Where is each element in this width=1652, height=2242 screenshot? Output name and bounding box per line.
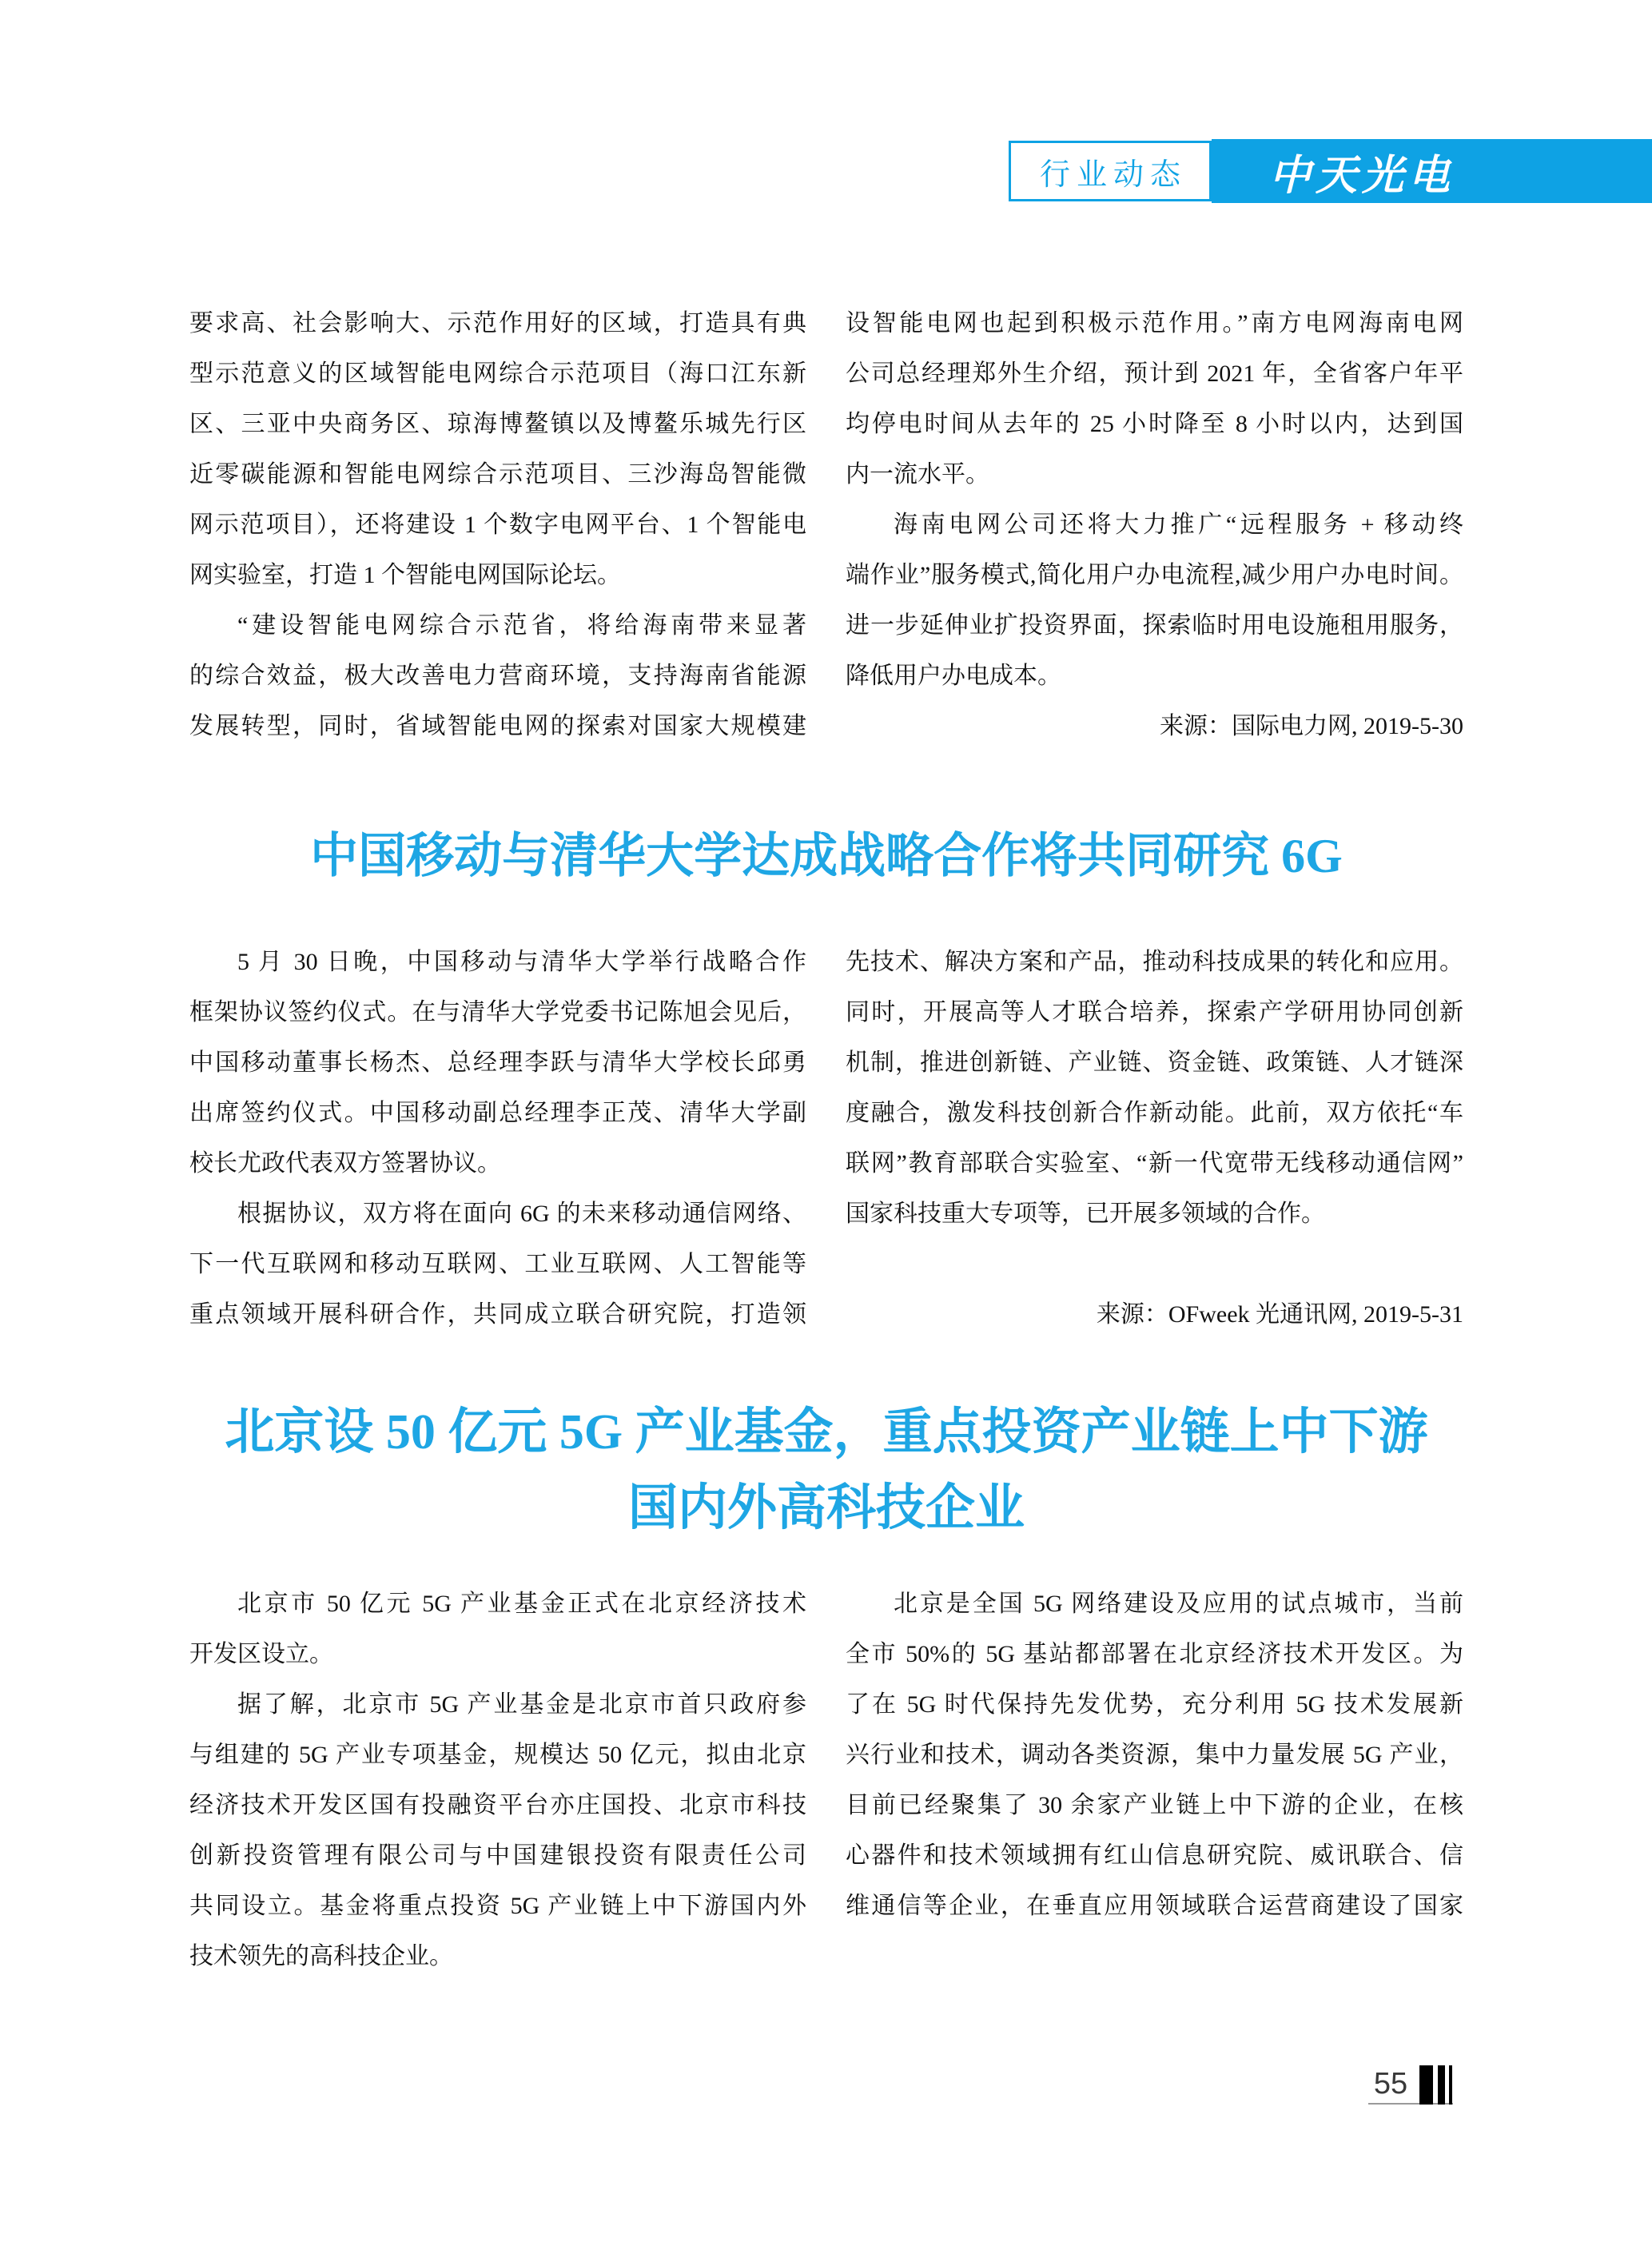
text-line: 创新投资管理有限公司与中国建银投资有限责任公司 bbox=[189, 1842, 806, 1869]
headline-line: 中国移动与清华大学达成战略合作将共同研究 6G bbox=[310, 830, 1343, 882]
text-line: 了在 5G 时代保持先发优势，充分利用 5G 技术发展新 bbox=[846, 1691, 1463, 1718]
text-line: 内一流水平。 bbox=[846, 461, 989, 488]
text-line: 框架协议签约仪式。在与清华大学党委书记陈旭会见后， bbox=[189, 999, 806, 1025]
text-line: 兴行业和技术，调动各类资源，集中力量发展 5G 产业， bbox=[846, 1742, 1463, 1768]
text-line: 公司总经理郑外生介绍，预计到 2021 年，全省客户年平 bbox=[846, 360, 1463, 387]
footer-bars-decoration bbox=[1419, 2065, 1452, 2105]
text-line: 发展转型，同时，省域智能电网的探索对国家大规模建 bbox=[189, 713, 806, 739]
section-label: 行业动态 bbox=[1039, 157, 1187, 192]
article3-left-column bbox=[189, 1579, 806, 1981]
text-line: 区、三亚中央商务区、琼海博鳌镇以及博鳌乐城先行区 bbox=[189, 411, 806, 437]
headline-line: 国内外高科技企业 bbox=[627, 1481, 1025, 1535]
text-line: 要求高、社会影响大、示范作用好的区域，打造具有典 bbox=[189, 310, 806, 336]
text-line: 度融合，激发科技创新合作新动能。此前，双方依托“车 bbox=[846, 1100, 1463, 1126]
text-line: 海南电网公司还将大力推广“远程服务 + 移动终 bbox=[894, 512, 1463, 538]
text-line: 北京市 50 亿元 5G 产业基金正式在北京经济技术 bbox=[237, 1591, 806, 1617]
headline-cmcc-tsinghua-6g bbox=[189, 825, 1463, 887]
text-line: 中国移动董事长杨杰、总经理李跃与清华大学校长邱勇 bbox=[189, 1049, 806, 1076]
text-line: 技术领先的高科技企业。 bbox=[189, 1943, 453, 1969]
source-line: 来源：OFweek 光通讯网, 2019-5-31 bbox=[1096, 1301, 1463, 1328]
text-line: 共同设立。基金将重点投资 5G 产业链上中下游国内外 bbox=[189, 1893, 806, 1919]
text-line: 联网”教育部联合实验室、“新一代宽带无线移动通信网” bbox=[846, 1150, 1463, 1177]
text-line: 近零碳能源和智能电网综合示范项目、三沙海岛智能微 bbox=[189, 461, 806, 488]
text-line: 网实验室，打造 1 个智能电网国际论坛。 bbox=[189, 562, 621, 588]
section-badge bbox=[1009, 141, 1212, 201]
text-line: 的综合效益，极大改善电力营商环境，支持海南省能源 bbox=[189, 663, 806, 689]
text-line: 与组建的 5G 产业专项基金，规模达 50 亿元，拟由北京 bbox=[189, 1742, 806, 1768]
text-line: 设智能电网也起到积极示范作用。”南方电网海南电网 bbox=[846, 310, 1463, 336]
text-line: 机制，推进创新链、产业链、资金链、政策链、人才链深 bbox=[846, 1049, 1463, 1076]
text-line: 国家科技重大专项等，已开展多领域的合作。 bbox=[846, 1201, 1325, 1227]
text-line: 经济技术开发区国有投融资平台亦庄国投、北京市科技 bbox=[189, 1792, 806, 1818]
text-line: 5 月 30 日晚，中国移动与清华大学举行战略合作 bbox=[237, 949, 806, 975]
text-line: 据了解，北京市 5G 产业基金是北京市首只政府参 bbox=[237, 1691, 806, 1718]
headline-beijing-5g-fund bbox=[189, 1395, 1463, 1547]
article1-right-column bbox=[846, 298, 1463, 751]
text-line: 重点领域开展科研合作，共同成立联合研究院，打造领 bbox=[189, 1301, 806, 1328]
text-line: 网示范项目），还将建设 1 个数字电网平台、1 个智能电 bbox=[189, 512, 806, 538]
text-line: 出席签约仪式。中国移动副总经理李正茂、清华大学副 bbox=[189, 1100, 806, 1126]
source-line: 来源：国际电力网, 2019-5-30 bbox=[1160, 713, 1463, 739]
text-line: 全市 50%的 5G 基站都部署在北京经济技术开发区。为 bbox=[846, 1641, 1463, 1667]
page-number: 55 bbox=[1373, 2067, 1408, 2101]
text-line: 北京是全国 5G 网络建设及应用的试点城市，当前 bbox=[894, 1591, 1463, 1617]
footer-bar bbox=[1449, 2065, 1452, 2105]
text-line: “建设智能电网综合示范省，将给海南带来显著 bbox=[237, 612, 806, 639]
text-line: 先技术、解决方案和产品，推动科技成果的转化和应用。 bbox=[846, 949, 1463, 975]
text-line: 下一代互联网和移动互联网、工业互联网、人工智能等 bbox=[189, 1251, 806, 1277]
brand-band bbox=[1212, 139, 1652, 203]
headline-line: 北京设 50 亿元 5G 产业基金，重点投资产业链上中下游 bbox=[225, 1405, 1428, 1459]
text-line: 校长尤政代表双方签署协议。 bbox=[189, 1150, 501, 1177]
text-line: 型示范意义的区域智能电网综合示范项目（海口江东新 bbox=[189, 360, 806, 387]
article2-right-column bbox=[846, 937, 1463, 1340]
article3-right-column bbox=[846, 1579, 1463, 1931]
text-line: 心器件和技术领域拥有红山信息研究院、威讯联合、信 bbox=[846, 1842, 1463, 1869]
brand-logo: 中天光电 bbox=[1269, 152, 1455, 199]
text-line: 同时，开展高等人才联合培养，探索产学研用协同创新 bbox=[846, 999, 1463, 1025]
footer-bar bbox=[1438, 2065, 1445, 2105]
text-line: 端作业”服务模式,简化用户办电流程,减少用户办电时间。 bbox=[846, 562, 1463, 588]
article2-left-column bbox=[189, 937, 806, 1340]
text-line: 均停电时间从去年的 25 小时降至 8 小时以内，达到国 bbox=[846, 411, 1463, 437]
text-line: 降低用户办电成本。 bbox=[846, 663, 1061, 689]
footer-bar bbox=[1419, 2065, 1433, 2105]
text-line: 目前已经聚集了 30 余家产业链上中下游的企业，在核 bbox=[846, 1792, 1463, 1818]
text-line: 维通信等企业，在垂直应用领域联合运营商建设了国家 bbox=[846, 1893, 1463, 1919]
text-line: 进一步延伸业扩投资界面，探索临时用电设施租用服务， bbox=[846, 612, 1463, 639]
article1-left-column bbox=[189, 298, 806, 751]
text-line: 根据协议，双方将在面向 6G 的未来移动通信网络、 bbox=[237, 1201, 806, 1227]
text-line: 开发区设立。 bbox=[189, 1641, 333, 1667]
